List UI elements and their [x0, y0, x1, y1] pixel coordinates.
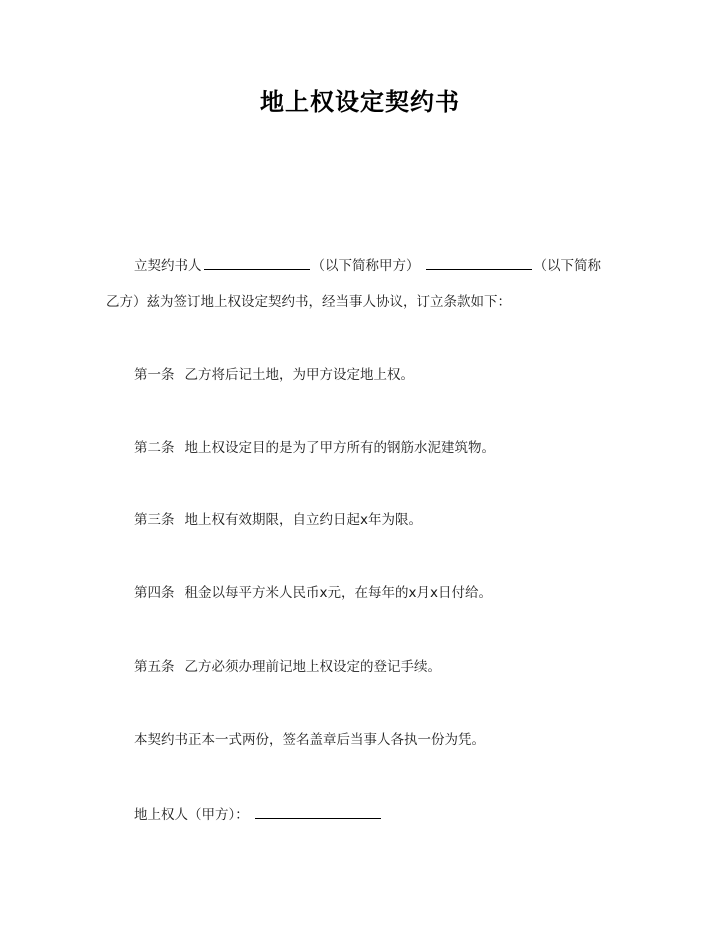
article-text: 租金以每平方米人民币x元，在每年的x月x日付给。: [184, 585, 492, 601]
preamble-line-2: 乙方）兹为签订地上权设定契约书，经当事人协议，订立条款如下：: [106, 294, 511, 310]
article-4: [134, 583, 492, 603]
document-title: 地上权设定契约书: [260, 88, 460, 116]
article-label: 第五条: [134, 659, 175, 675]
party-a-blank: [204, 255, 310, 270]
preamble-line-1: [134, 255, 601, 276]
party-b-note: （以下简称: [533, 258, 601, 274]
article-3: [134, 510, 422, 530]
article-label: 第三条: [134, 512, 175, 528]
party-b-blank: [426, 255, 532, 270]
article-text: 乙方将后记土地，为甲方设定地上权。: [184, 367, 414, 383]
article-text: 乙方必须办理前记地上权设定的登记手续。: [184, 659, 441, 675]
article-label: 第一条: [134, 367, 175, 383]
article-text: 地上权有效期限，自立约日起x年为限。: [184, 512, 422, 528]
signature-blank: [255, 804, 381, 819]
signature-line: [134, 804, 381, 825]
signature-label: 地上权人（甲方）：: [134, 807, 249, 823]
article-label: 第二条: [134, 440, 175, 456]
article-2: [134, 438, 495, 458]
party-label: 立契约书人: [134, 258, 202, 274]
party-a-note: （以下简称甲方）: [311, 258, 420, 274]
article-1: [134, 365, 414, 385]
article-5: [134, 657, 441, 677]
article-label: 第四条: [134, 585, 175, 601]
article-text: 地上权设定目的是为了甲方所有的钢筋水泥建筑物。: [184, 440, 495, 456]
closing-statement: 本契约书正本一式两份，签名盖章后当事人各执一份为凭。: [134, 732, 485, 748]
